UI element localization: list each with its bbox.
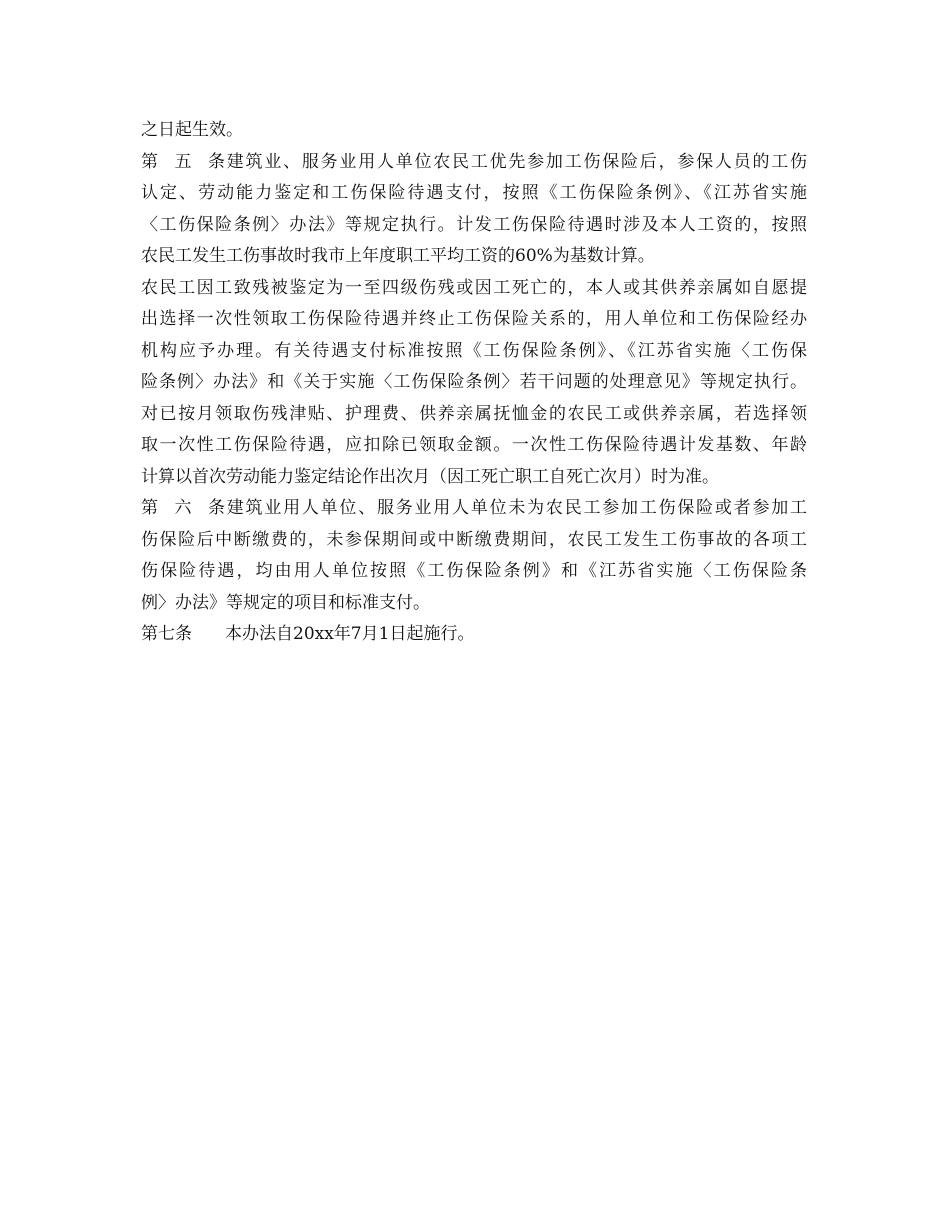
line-text: 认定、劳动能力鉴定和工伤保险待遇支付，按照《工伤保险条例》、《江苏省实施 xyxy=(141,183,807,203)
text-line xyxy=(141,178,807,210)
text-line xyxy=(141,462,807,494)
text-line xyxy=(141,273,807,305)
line-text: 农民工发生工伤事故时我市上年度职工平均工资的60%为基数计算。 xyxy=(141,246,655,266)
line-text: 建筑业用人单位、服务业用人单位未为农民工参加工伤保险或者参加工 xyxy=(225,498,807,518)
line-text: 出选择一次性领取工伤保险待遇并终止工伤保险关系的，用人单位和工伤保险经办 xyxy=(141,309,807,329)
line-text: 之日起生效。 xyxy=(141,120,243,140)
text-line xyxy=(141,556,807,588)
text-line xyxy=(141,336,807,368)
line-text: 〈工伤保险条例〉办法》等规定执行。计发工伤保险待遇时涉及本人工资的，按照 xyxy=(141,214,807,235)
article-heading-line xyxy=(141,147,807,179)
text-line xyxy=(141,241,807,273)
text-line xyxy=(141,588,807,620)
line-text: 伤保险后中断缴费的，未参保期间或中断缴费期间，农民工发生工伤事故的各项工 xyxy=(141,529,807,550)
article-label: 第六条 xyxy=(141,498,225,518)
line-text: 取一次性工伤保险待遇，应扣除已领取金额。一次性工伤保险待遇计发基数、年龄 xyxy=(141,435,807,455)
line-text: 本办法自20xx年7月1日起施行。 xyxy=(225,624,475,644)
document-body xyxy=(141,115,807,651)
line-text: 例〉办法》等规定的项目和标准支付。 xyxy=(141,592,430,613)
text-line xyxy=(141,115,807,147)
text-line xyxy=(141,399,807,431)
text-line xyxy=(141,525,807,557)
line-text: 机构应予办理。有关待遇支付标准按照《工伤保险条例》、《江苏省实施〈工伤保 xyxy=(141,340,807,361)
article-heading-line xyxy=(141,493,807,525)
text-line xyxy=(141,210,807,242)
text-line xyxy=(141,430,807,462)
article-label: 第七条 xyxy=(141,624,192,644)
line-text: 计算以首次劳动能力鉴定结论作出次月（因工死亡职工自死亡次月）时为准。 xyxy=(141,466,719,487)
article-heading-line xyxy=(141,619,807,651)
text-line xyxy=(141,304,807,336)
line-text: 伤保险待遇，均由用人单位按照《工伤保险条例》和《江苏省实施〈工伤保险条 xyxy=(141,561,807,581)
line-text: 建筑业、服务业用人单位农民工优先参加工伤保险后，参保人员的工伤 xyxy=(225,151,807,172)
article-label: 第五条 xyxy=(141,151,225,172)
line-text: 农民工因工致残被鉴定为一至四级伤残或因工死亡的，本人或其供养亲属如自愿提 xyxy=(141,277,807,298)
text-line xyxy=(141,367,807,399)
line-text: 险条例〉办法》和《关于实施〈工伤保险条例〉若干问题的处理意见》等规定执行。 xyxy=(141,372,807,392)
line-text: 对已按月领取伤残津贴、护理费、供养亲属抚恤金的农民工或供养亲属，若选择领 xyxy=(141,403,807,424)
